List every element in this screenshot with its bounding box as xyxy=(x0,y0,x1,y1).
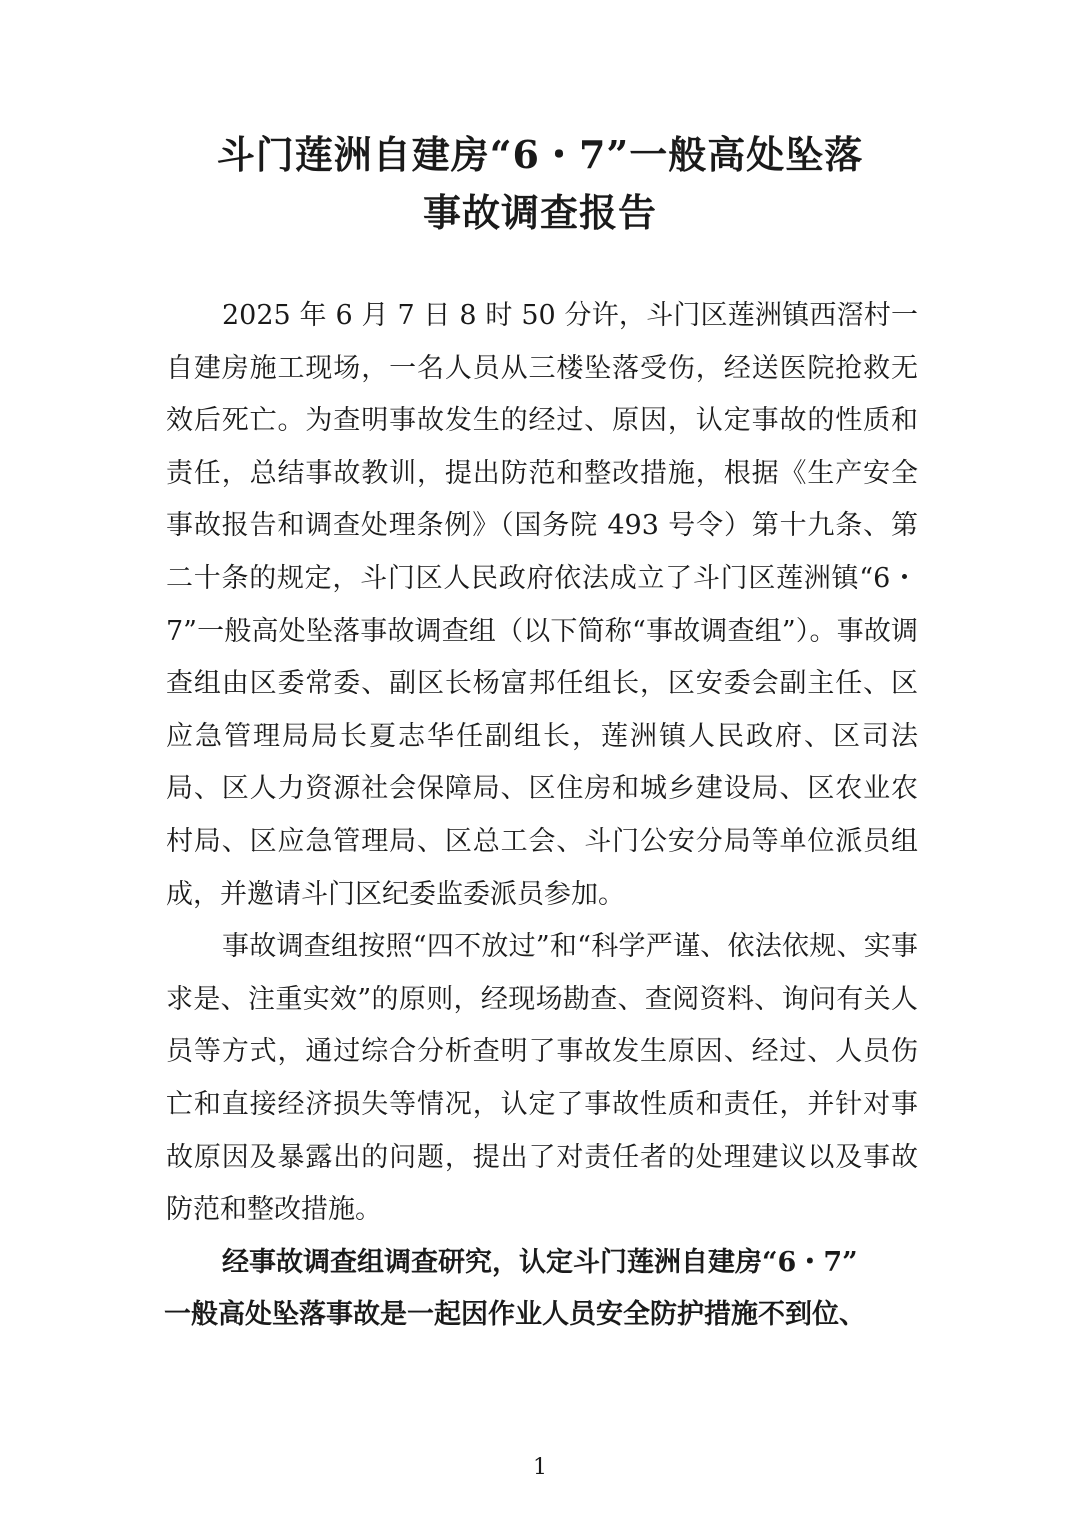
title-line-2: 事故调查报告 xyxy=(422,190,657,235)
bold-line-2: 一般高处坠落事故是一起因作业人员安全防护措施不到位、 xyxy=(164,1299,866,1331)
paragraph-3-bold xyxy=(166,1237,918,1342)
document-title xyxy=(120,126,960,242)
document-body xyxy=(166,290,918,1342)
paragraph-2: 事故调查组按照“四不放过”和“科学严谨、依法依规、实事求是、注重实效”的原则，经现场勘查、查阅资料、询问有关人员等方式，通过综合分析查明了事故发生原因、经过、人员伤亡和直接经济损失等情况，认定了事故性质和责任，并针对事故原因及暴露出的问题，提出了对责任者的处理建议以及事故防范和整改措施。 xyxy=(166,931,918,1226)
page-number: 1 xyxy=(533,1455,547,1480)
bold-line-1: 经事故调查组调查研究，认定斗门莲洲自建房“6・7” xyxy=(222,1246,858,1278)
paragraph-1: 2025 年 6 月 7 日 8 时 50 分许，斗门区莲洲镇西滘村一自建房施工现场，一名人员从三楼坠落受伤，经送医院抢救无效后死亡。为查明事故发生的经过、原因，认定事故的性质和责任，总结事故教训，提出防范和整改措施，根据《生产安全事故报告和调查处理条例》（国务院 493 号令）第十九条、第二十条的规定，斗门区人民政府依法成立了斗门区莲洲镇“6・7”一般高处坠落事故调查组（以下简称“事故调查组”）。事故调查组由区委常委、副区长杨富邦任组长，区安委会副主任、区应急管理局局长夏志华任副组长，莲洲镇人民政府、区司法局、区人力资源社会保障局、区住房和城乡建设局、区农业农村局、区应急管理局、区总工会、斗门公安分局等单位派员组成，并邀请斗门区纪委监委派员参加。 xyxy=(166,300,918,910)
title-line-1: 斗门莲洲自建房“6・7”一般高处坠落 xyxy=(216,132,864,177)
